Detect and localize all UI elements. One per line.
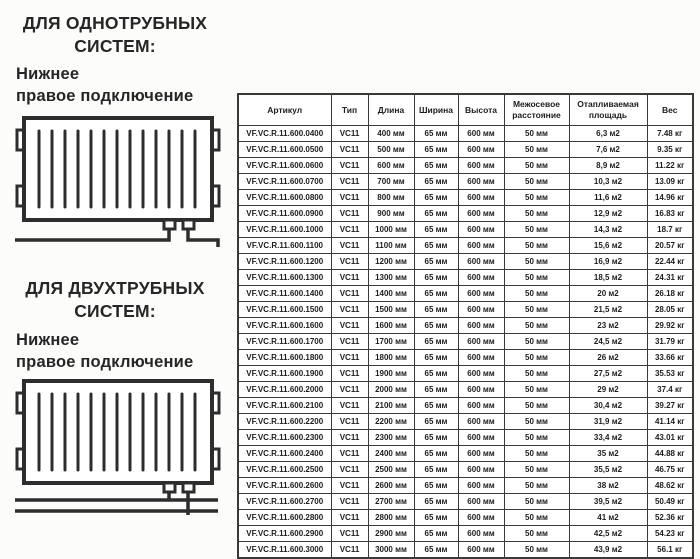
table-cell: 29 м2 [569, 382, 647, 398]
table-cell: 1300 мм [368, 270, 414, 286]
table-cell: VC11 [331, 142, 368, 158]
table-cell: VF.VC.R.11.600.2600 [238, 478, 331, 494]
table-row [238, 350, 693, 366]
two-pipe-lines [15, 492, 218, 515]
table-cell: 600 мм [458, 510, 504, 526]
table-cell: 39,5 м2 [569, 494, 647, 510]
table-cell: 43,9 м2 [569, 542, 647, 559]
table-cell: 50 мм [504, 334, 569, 350]
table-cell: 37.4 кг [647, 382, 693, 398]
table-cell: 1500 мм [368, 302, 414, 318]
table-cell: VF.VC.R.11.600.0400 [238, 126, 331, 142]
table-cell: 65 мм [414, 254, 458, 270]
table-cell: 50 мм [504, 238, 569, 254]
table-cell: 600 мм [458, 174, 504, 190]
table-cell: 600 мм [458, 430, 504, 446]
table-cell: 26.18 кг [647, 286, 693, 302]
table-cell: 16.83 кг [647, 206, 693, 222]
table-cell: 600 мм [458, 398, 504, 414]
table-cell: 65 мм [414, 206, 458, 222]
table-cell: VF.VC.R.11.600.0900 [238, 206, 331, 222]
table-cell: 600 мм [458, 222, 504, 238]
spec-table-body [238, 126, 693, 559]
table-cell: 30,4 м2 [569, 398, 647, 414]
table-cell: 2900 мм [368, 526, 414, 542]
header-article: Артикул [238, 94, 331, 126]
table-cell: 8,9 м2 [569, 158, 647, 174]
table-cell: 50 мм [504, 446, 569, 462]
table-cell: 50 мм [504, 430, 569, 446]
single-pipe-section-heading [8, 12, 222, 58]
table-cell: 600 мм [458, 190, 504, 206]
table-cell: VC11 [331, 158, 368, 174]
table-cell: 65 мм [414, 174, 458, 190]
two-pipe-section-heading [8, 277, 222, 323]
table-cell: 39.27 кг [647, 398, 693, 414]
table-cell: 50 мм [504, 126, 569, 142]
table-cell: 600 мм [458, 254, 504, 270]
table-cell: VF.VC.R.11.600.1500 [238, 302, 331, 318]
table-row [238, 142, 693, 158]
table-cell: 11.22 кг [647, 158, 693, 174]
table-cell: 65 мм [414, 286, 458, 302]
table-cell: 31,9 м2 [569, 414, 647, 430]
table-cell: 20.57 кг [647, 238, 693, 254]
table-cell: 1100 мм [368, 238, 414, 254]
table-row [238, 494, 693, 510]
table-cell: 16,9 м2 [569, 254, 647, 270]
table-row [238, 334, 693, 350]
table-cell: VC11 [331, 318, 368, 334]
table-cell: 2800 мм [368, 510, 414, 526]
table-row [238, 462, 693, 478]
table-cell: 14,3 м2 [569, 222, 647, 238]
table-cell: 18,5 м2 [569, 270, 647, 286]
table-cell: 65 мм [414, 302, 458, 318]
table-cell: VC11 [331, 414, 368, 430]
table-cell: 7.48 кг [647, 126, 693, 142]
two-pipe-connection-line1: Нижнее [16, 331, 80, 349]
table-cell: 33,4 м2 [569, 430, 647, 446]
table-cell: 50 мм [504, 366, 569, 382]
spec-table [237, 93, 694, 559]
table-row [238, 366, 693, 382]
header-weight: Вес [647, 94, 693, 126]
table-cell: 10,3 м2 [569, 174, 647, 190]
table-cell: 1400 мм [368, 286, 414, 302]
table-cell: 18.7 кг [647, 222, 693, 238]
two-pipe-connection-label [16, 330, 226, 374]
table-cell: VC11 [331, 302, 368, 318]
table-cell: 11,6 м2 [569, 190, 647, 206]
table-cell: 65 мм [414, 334, 458, 350]
table-cell: 38 м2 [569, 478, 647, 494]
table-cell: 1700 мм [368, 334, 414, 350]
single-pipe-connection-line1: Нижнее [16, 65, 80, 83]
table-cell: 600 мм [458, 494, 504, 510]
single-pipe-connection-line2: правое подключение [16, 86, 194, 105]
table-cell: 26 м2 [569, 350, 647, 366]
table-cell: VF.VC.R.11.600.2800 [238, 510, 331, 526]
table-cell: 900 мм [368, 206, 414, 222]
table-cell: 50 мм [504, 142, 569, 158]
table-cell: 50 мм [504, 478, 569, 494]
table-cell: 31.79 кг [647, 334, 693, 350]
table-cell: VF.VC.R.11.600.2000 [238, 382, 331, 398]
table-cell: 9.35 кг [647, 142, 693, 158]
table-header-row [238, 94, 693, 126]
table-cell: VF.VC.R.11.600.1800 [238, 350, 331, 366]
table-cell: VC11 [331, 126, 368, 142]
table-cell: 600 мм [458, 206, 504, 222]
table-row [238, 526, 693, 542]
table-cell: VC11 [331, 270, 368, 286]
table-cell: VC11 [331, 462, 368, 478]
table-cell: VC11 [331, 494, 368, 510]
table-row [238, 174, 693, 190]
table-cell: 50 мм [504, 206, 569, 222]
two-pipe-connection-line2: правое подключение [16, 352, 194, 371]
table-cell: VC11 [331, 398, 368, 414]
table-cell: 22.44 кг [647, 254, 693, 270]
table-cell: 50 мм [504, 462, 569, 478]
table-cell: 600 мм [458, 526, 504, 542]
table-cell: VC11 [331, 382, 368, 398]
table-row [238, 510, 693, 526]
table-cell: 48.62 кг [647, 478, 693, 494]
table-cell: 500 мм [368, 142, 414, 158]
table-cell: 50 мм [504, 494, 569, 510]
table-row [238, 222, 693, 238]
table-cell: 600 мм [458, 542, 504, 559]
table-cell: VC11 [331, 510, 368, 526]
table-cell: 600 мм [458, 142, 504, 158]
table-cell: 600 мм [458, 126, 504, 142]
table-cell: 65 мм [414, 158, 458, 174]
table-cell: 600 мм [458, 414, 504, 430]
table-cell: 2400 мм [368, 446, 414, 462]
table-cell: VF.VC.R.11.600.0700 [238, 174, 331, 190]
table-cell: 2200 мм [368, 414, 414, 430]
table-cell: 13.09 кг [647, 174, 693, 190]
table-cell: VC11 [331, 206, 368, 222]
table-cell: 35.53 кг [647, 366, 693, 382]
table-cell: 2100 мм [368, 398, 414, 414]
table-cell: 65 мм [414, 382, 458, 398]
table-cell: 46.75 кг [647, 462, 693, 478]
table-cell: VC11 [331, 430, 368, 446]
table-cell: 65 мм [414, 366, 458, 382]
table-cell: 41.14 кг [647, 414, 693, 430]
table-cell: 1200 мм [368, 254, 414, 270]
header-axle-distance: Межосевое расстояние [504, 94, 569, 126]
table-cell: 600 мм [458, 334, 504, 350]
header-heated-area: Отапливаемая площадь [569, 94, 647, 126]
table-cell: VF.VC.R.11.600.0800 [238, 190, 331, 206]
table-cell: 600 мм [458, 462, 504, 478]
table-cell: 50 мм [504, 318, 569, 334]
table-cell: 50 мм [504, 382, 569, 398]
table-cell: VF.VC.R.11.600.2400 [238, 446, 331, 462]
table-row [238, 430, 693, 446]
table-cell: 33.66 кг [647, 350, 693, 366]
table-cell: VF.VC.R.11.600.2500 [238, 462, 331, 478]
table-cell: 28.05 кг [647, 302, 693, 318]
table-cell: VF.VC.R.11.600.2900 [238, 526, 331, 542]
table-cell: 50 мм [504, 174, 569, 190]
table-row [238, 254, 693, 270]
table-cell: 600 мм [458, 366, 504, 382]
single-pipe-heading-line2: СИСТЕМ: [74, 36, 156, 57]
table-cell: 50 мм [504, 302, 569, 318]
table-cell: 24,5 м2 [569, 334, 647, 350]
table-cell: VC11 [331, 254, 368, 270]
table-cell: 1000 мм [368, 222, 414, 238]
table-cell: 65 мм [414, 238, 458, 254]
table-cell: 20 м2 [569, 286, 647, 302]
table-cell: 700 мм [368, 174, 414, 190]
table-cell: 12,9 м2 [569, 206, 647, 222]
table-cell: 600 мм [368, 158, 414, 174]
table-cell: 7,6 м2 [569, 142, 647, 158]
single-pipe-line [15, 229, 218, 247]
table-cell: 2500 мм [368, 462, 414, 478]
single-pipe-connection-label [16, 64, 226, 108]
table-cell: 600 мм [458, 478, 504, 494]
table-cell: 50 мм [504, 190, 569, 206]
table-cell: 50 мм [504, 286, 569, 302]
table-cell: 50 мм [504, 542, 569, 559]
table-cell: 3000 мм [368, 542, 414, 559]
table-cell: 600 мм [458, 318, 504, 334]
table-cell: 600 мм [458, 286, 504, 302]
table-row [238, 478, 693, 494]
table-row [238, 446, 693, 462]
table-cell: 14.96 кг [647, 190, 693, 206]
table-cell: 65 мм [414, 350, 458, 366]
header-height: Высота [458, 94, 504, 126]
table-cell: 50 мм [504, 270, 569, 286]
table-cell: 600 мм [458, 270, 504, 286]
table-row [238, 542, 693, 559]
table-cell: 29.92 кг [647, 318, 693, 334]
table-cell: 52.36 кг [647, 510, 693, 526]
table-row [238, 206, 693, 222]
table-cell: 50 мм [504, 526, 569, 542]
table-cell: 65 мм [414, 430, 458, 446]
table-cell: 1600 мм [368, 318, 414, 334]
table-cell: 27,5 м2 [569, 366, 647, 382]
table-cell: 2000 мм [368, 382, 414, 398]
table-row [238, 398, 693, 414]
table-cell: 43.01 кг [647, 430, 693, 446]
table-cell: VC11 [331, 526, 368, 542]
table-cell: 56.1 кг [647, 542, 693, 559]
table-cell: VF.VC.R.11.600.1000 [238, 222, 331, 238]
table-cell: 6,3 м2 [569, 126, 647, 142]
table-cell: 21,5 м2 [569, 302, 647, 318]
header-type: Тип [331, 94, 368, 126]
header-width: Ширина [414, 94, 458, 126]
table-cell: VF.VC.R.11.600.2100 [238, 398, 331, 414]
table-cell: 800 мм [368, 190, 414, 206]
table-cell: VF.VC.R.11.600.1200 [238, 254, 331, 270]
table-cell: 50 мм [504, 158, 569, 174]
table-cell: 65 мм [414, 446, 458, 462]
table-cell: 65 мм [414, 526, 458, 542]
table-cell: 2600 мм [368, 478, 414, 494]
table-cell: VF.VC.R.11.600.1400 [238, 286, 331, 302]
table-cell: 42,5 м2 [569, 526, 647, 542]
single-pipe-radiator-diagram [12, 114, 226, 248]
table-cell: VC11 [331, 446, 368, 462]
table-cell: VC11 [331, 366, 368, 382]
table-cell: 50 мм [504, 350, 569, 366]
table-cell: VF.VC.R.11.600.1600 [238, 318, 331, 334]
table-cell: 65 мм [414, 270, 458, 286]
two-pipe-heading-line2: СИСТЕМ: [74, 301, 156, 322]
table-cell: 65 мм [414, 478, 458, 494]
table-cell: 15,6 м2 [569, 238, 647, 254]
table-cell: 65 мм [414, 414, 458, 430]
table-cell: 2700 мм [368, 494, 414, 510]
table-cell: 600 мм [458, 382, 504, 398]
table-cell: 600 мм [458, 158, 504, 174]
table-cell: 54.23 кг [647, 526, 693, 542]
table-cell: VC11 [331, 238, 368, 254]
table-row [238, 190, 693, 206]
table-cell: 23 м2 [569, 318, 647, 334]
table-row [238, 158, 693, 174]
table-cell: VF.VC.R.11.600.1100 [238, 238, 331, 254]
table-cell: 65 мм [414, 126, 458, 142]
table-cell: 50 мм [504, 414, 569, 430]
table-row [238, 318, 693, 334]
table-cell: 50 мм [504, 222, 569, 238]
table-cell: VF.VC.R.11.600.3000 [238, 542, 331, 559]
table-cell: 65 мм [414, 542, 458, 559]
table-cell: 65 мм [414, 510, 458, 526]
table-row [238, 238, 693, 254]
table-cell: 50.49 кг [647, 494, 693, 510]
table-cell: 65 мм [414, 190, 458, 206]
instructions-panel [0, 0, 235, 535]
table-cell: 65 мм [414, 318, 458, 334]
table-cell: 50 мм [504, 510, 569, 526]
table-row [238, 302, 693, 318]
table-cell: VF.VC.R.11.600.1900 [238, 366, 331, 382]
table-cell: 35 м2 [569, 446, 647, 462]
table-row [238, 382, 693, 398]
table-cell: 400 мм [368, 126, 414, 142]
two-pipe-heading-line1: ДЛЯ ДВУХТРУБНЫХ [25, 278, 205, 298]
single-pipe-heading-line1: ДЛЯ ОДНОТРУБНЫХ [22, 13, 208, 33]
table-cell: 65 мм [414, 462, 458, 478]
table-cell: VF.VC.R.11.600.2700 [238, 494, 331, 510]
table-cell: 1800 мм [368, 350, 414, 366]
table-row [238, 270, 693, 286]
table-cell: VC11 [331, 334, 368, 350]
table-row [238, 286, 693, 302]
table-cell: VF.VC.R.11.600.0500 [238, 142, 331, 158]
table-cell: VC11 [331, 174, 368, 190]
table-cell: 50 мм [504, 254, 569, 270]
table-cell: VF.VC.R.11.600.0600 [238, 158, 331, 174]
table-row [238, 126, 693, 142]
table-cell: 24.31 кг [647, 270, 693, 286]
table-cell: 600 мм [458, 350, 504, 366]
table-cell: 41 м2 [569, 510, 647, 526]
table-cell: VF.VC.R.11.600.2200 [238, 414, 331, 430]
table-cell: 600 мм [458, 238, 504, 254]
table-row [238, 414, 693, 430]
table-cell: 65 мм [414, 142, 458, 158]
two-pipe-radiator-diagram [12, 377, 226, 517]
table-cell: VC11 [331, 286, 368, 302]
header-length: Длина [368, 94, 414, 126]
table-cell: 600 мм [458, 302, 504, 318]
table-cell: 35,5 м2 [569, 462, 647, 478]
table-cell: 2300 мм [368, 430, 414, 446]
table-cell: VC11 [331, 350, 368, 366]
table-cell: VC11 [331, 222, 368, 238]
table-cell: VC11 [331, 542, 368, 559]
table-cell: 44.88 кг [647, 446, 693, 462]
table-cell: 65 мм [414, 398, 458, 414]
table-cell: 600 мм [458, 446, 504, 462]
table-cell: 1900 мм [368, 366, 414, 382]
table-cell: VF.VC.R.11.600.1700 [238, 334, 331, 350]
table-cell: VC11 [331, 190, 368, 206]
table-cell: VF.VC.R.11.600.1300 [238, 270, 331, 286]
radiator-spec-table [237, 93, 692, 559]
table-cell: 65 мм [414, 494, 458, 510]
table-cell: 50 мм [504, 398, 569, 414]
table-cell: 65 мм [414, 222, 458, 238]
table-cell: VF.VC.R.11.600.2300 [238, 430, 331, 446]
table-cell: VC11 [331, 478, 368, 494]
